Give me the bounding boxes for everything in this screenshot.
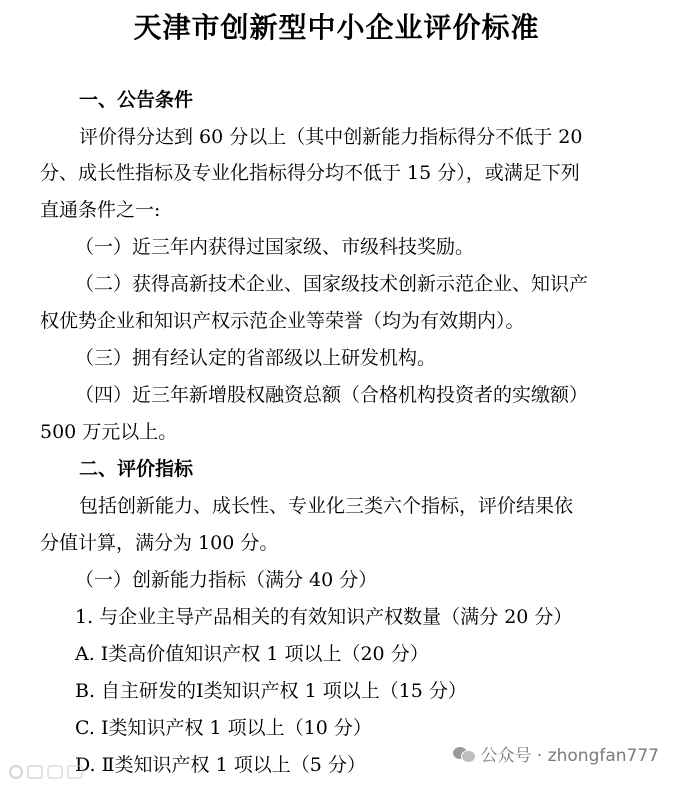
faded-logo-icon (8, 762, 98, 782)
list-item-line: （二）获得高新技术企业、国家级技术创新示范企业、知识产 (75, 273, 589, 295)
paragraph-line: 包括创新能力、成长性、专业化三类六个指标，评价结果依 (79, 495, 574, 517)
paragraph-line: 直通条件之一: (40, 199, 161, 221)
section-heading-announcement: 一、公告条件 (79, 89, 194, 111)
watermark (453, 741, 660, 766)
option-item: A. Ⅰ类高价值知识产权 1 项以上（20 分） (75, 643, 429, 665)
option-item: B. 自主研发的Ⅰ类知识产权 1 项以上（15 分） (75, 680, 467, 702)
list-item-line: 500 万元以上。 (40, 421, 178, 443)
paragraph-line: 分值计算，满分为 100 分。 (40, 532, 279, 554)
option-item: C. Ⅰ类知识产权 1 项以上（10 分） (75, 717, 372, 739)
list-item-line: （四）近三年新增股权融资总额（合格机构投资者的实缴额） (75, 384, 589, 406)
wechat-icon (453, 745, 475, 763)
numbered-item: 1. 与企业主导产品相关的有效知识产权数量（满分 20 分） (75, 606, 573, 628)
option-item: D. Ⅱ类知识产权 1 项以上（5 分） (75, 754, 366, 776)
paragraph-line: 评价得分达到 60 分以上（其中创新能力指标得分不低于 20 (79, 126, 583, 148)
section-heading-indicators: 二、评价指标 (79, 458, 194, 480)
subsection-heading: （一）创新能力指标（满分 40 分） (75, 569, 378, 591)
list-item-line: （三）拥有经认定的省部级以上研发机构。 (75, 347, 437, 369)
document-title: 天津市创新型中小企业评价标准 (133, 11, 540, 44)
watermark-text: 公众号 · zhongfan777 (480, 746, 659, 766)
list-item-line: 权优势企业和知识产权示范企业等荣誉（均为有效期内）。 (40, 310, 525, 332)
paragraph-line: 分、成长性指标及专业化指标得分均不低于 15 分），或满足下列 (40, 162, 580, 184)
list-item-line: （一）近三年内获得过国家级、市级科技奖励。 (75, 236, 475, 258)
